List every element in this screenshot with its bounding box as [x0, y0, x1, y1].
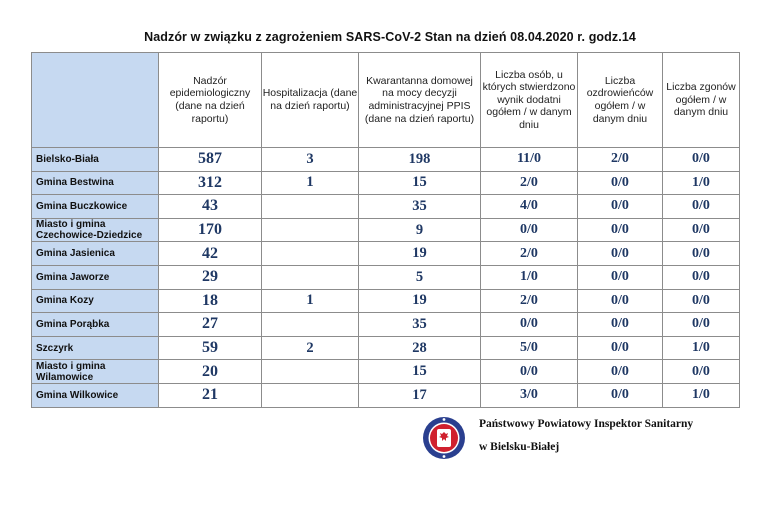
cell-nadzor: 312: [159, 171, 262, 195]
cell-nadzor: 43: [159, 195, 262, 219]
cell-wynik-dodatni: 2/0: [481, 242, 578, 266]
cell-nadzor: 18: [159, 289, 262, 313]
page-title: Nadzór w związku z zagrożeniem SARS-CoV-2 Stan na dzień 08.04.2020 r. godz.14: [144, 30, 636, 44]
cell-wynik-dodatni: 0/0: [481, 218, 578, 242]
cell-nadzor: 27: [159, 313, 262, 337]
cell-nadzor: 21: [159, 383, 262, 407]
row-name-cell: Gmina Wilkowice: [32, 383, 159, 407]
cell-ozdrowiency: 0/0: [578, 360, 663, 384]
table-row: [32, 289, 740, 313]
cell-zgony: 1/0: [663, 383, 740, 407]
cell-ozdrowiency: 0/0: [578, 336, 663, 360]
table-row: [32, 148, 740, 172]
cell-nadzor: 170: [159, 218, 262, 242]
cell-ozdrowiency: 0/0: [578, 265, 663, 289]
cell-wynik-dodatni: 0/0: [481, 360, 578, 384]
column-header-zgony: Liczba zgonów ogółem / w danym dniu: [663, 53, 740, 148]
cell-kwarantanna: 35: [359, 195, 481, 219]
row-name-cell: Szczyrk: [32, 336, 159, 360]
cell-ozdrowiency: 2/0: [578, 148, 663, 172]
cell-ozdrowiency: 0/0: [578, 383, 663, 407]
column-header-hospitalizacja: Hospitalizacja (dane na dzień raportu): [262, 53, 359, 148]
cell-zgony: 0/0: [663, 242, 740, 266]
cell-zgony: 0/0: [663, 289, 740, 313]
cell-zgony: 0/0: [663, 265, 740, 289]
table-row: [32, 242, 740, 266]
row-name-cell: Gmina Jaworze: [32, 265, 159, 289]
sanepid-emblem-icon: [422, 416, 466, 460]
cell-zgony: 1/0: [663, 171, 740, 195]
cell-wynik-dodatni: 2/0: [481, 289, 578, 313]
column-header-ozdrowiency: Liczba ozdrowieńców ogółem / w danym dniu: [578, 53, 663, 148]
row-name-cell: Gmina Jasienica: [32, 242, 159, 266]
cell-nadzor: 59: [159, 336, 262, 360]
row-name-cell: Miasto i gmina Wilamowice: [32, 360, 159, 384]
table-row: [32, 336, 740, 360]
cell-wynik-dodatni: 0/0: [481, 313, 578, 337]
inspector-footer: [422, 414, 780, 464]
cell-zgony: 0/0: [663, 360, 740, 384]
footer-line-2: w Bielsku-Białej: [479, 441, 560, 453]
cell-nadzor: 20: [159, 360, 262, 384]
column-header-kwarantanna: Kwarantanna domowej na mocy decyzji administracyjnej PPIS (dane na dzień raportu): [359, 53, 481, 148]
cell-hospitalizacja: [262, 383, 359, 407]
table-row: [32, 360, 740, 384]
cell-kwarantanna: 15: [359, 360, 481, 384]
cell-hospitalizacja: [262, 218, 359, 242]
cell-zgony: 0/0: [663, 218, 740, 242]
cell-ozdrowiency: 0/0: [578, 195, 663, 219]
cell-kwarantanna: 15: [359, 171, 481, 195]
cell-ozdrowiency: 0/0: [578, 313, 663, 337]
cell-zgony: 0/0: [663, 195, 740, 219]
cell-wynik-dodatni: 5/0: [481, 336, 578, 360]
cell-wynik-dodatni: 1/0: [481, 265, 578, 289]
cell-kwarantanna: 17: [359, 383, 481, 407]
cell-wynik-dodatni: 4/0: [481, 195, 578, 219]
cell-hospitalizacja: 1: [262, 289, 359, 313]
cell-zgony: 0/0: [663, 148, 740, 172]
cell-zgony: 0/0: [663, 313, 740, 337]
cell-kwarantanna: 5: [359, 265, 481, 289]
cell-zgony: 1/0: [663, 336, 740, 360]
cell-kwarantanna: 19: [359, 242, 481, 266]
row-name-cell: Gmina Porąbka: [32, 313, 159, 337]
data-table: [31, 52, 740, 408]
cell-ozdrowiency: 0/0: [578, 218, 663, 242]
cell-kwarantanna: 35: [359, 313, 481, 337]
cell-hospitalizacja: [262, 360, 359, 384]
column-header-nadzor: Nadzór epidemiologiczny (dane na dzień raportu): [159, 53, 262, 148]
table-row: [32, 313, 740, 337]
table-row: [32, 265, 740, 289]
cell-hospitalizacja: [262, 265, 359, 289]
cell-ozdrowiency: 0/0: [578, 289, 663, 313]
table-row: [32, 383, 740, 407]
header-corner-cell: [32, 53, 159, 148]
cell-hospitalizacja: [262, 242, 359, 266]
cell-wynik-dodatni: 11/0: [481, 148, 578, 172]
cell-hospitalizacja: [262, 195, 359, 219]
table-body: [32, 148, 740, 408]
table-row: [32, 171, 740, 195]
footer-line-1: Państwowy Powiatowy Inspektor Sanitarny: [479, 418, 694, 430]
table-header-row: [32, 53, 740, 148]
cell-hospitalizacja: 1: [262, 171, 359, 195]
row-name-cell: Miasto i gmina Czechowice-Dziedzice: [32, 218, 159, 242]
cell-nadzor: 29: [159, 265, 262, 289]
table-row: [32, 218, 740, 242]
cell-kwarantanna: 28: [359, 336, 481, 360]
cell-ozdrowiency: 0/0: [578, 171, 663, 195]
cell-ozdrowiency: 0/0: [578, 242, 663, 266]
cell-kwarantanna: 19: [359, 289, 481, 313]
row-name-cell: Gmina Buczkowice: [32, 195, 159, 219]
cell-wynik-dodatni: 2/0: [481, 171, 578, 195]
cell-hospitalizacja: 3: [262, 148, 359, 172]
cell-kwarantanna: 198: [359, 148, 481, 172]
cell-kwarantanna: 9: [359, 218, 481, 242]
row-name-cell: Gmina Kozy: [32, 289, 159, 313]
cell-nadzor: 42: [159, 242, 262, 266]
row-name-cell: Gmina Bestwina: [32, 171, 159, 195]
cell-hospitalizacja: [262, 313, 359, 337]
cell-hospitalizacja: 2: [262, 336, 359, 360]
row-name-cell: Bielsko-Biała: [32, 148, 159, 172]
cell-wynik-dodatni: 3/0: [481, 383, 578, 407]
cell-nadzor: 587: [159, 148, 262, 172]
table-row: [32, 195, 740, 219]
column-header-wynik-dodatni: Liczba osób, u których stwierdzono wynik dodatni ogółem / w danym dniu: [481, 53, 578, 148]
